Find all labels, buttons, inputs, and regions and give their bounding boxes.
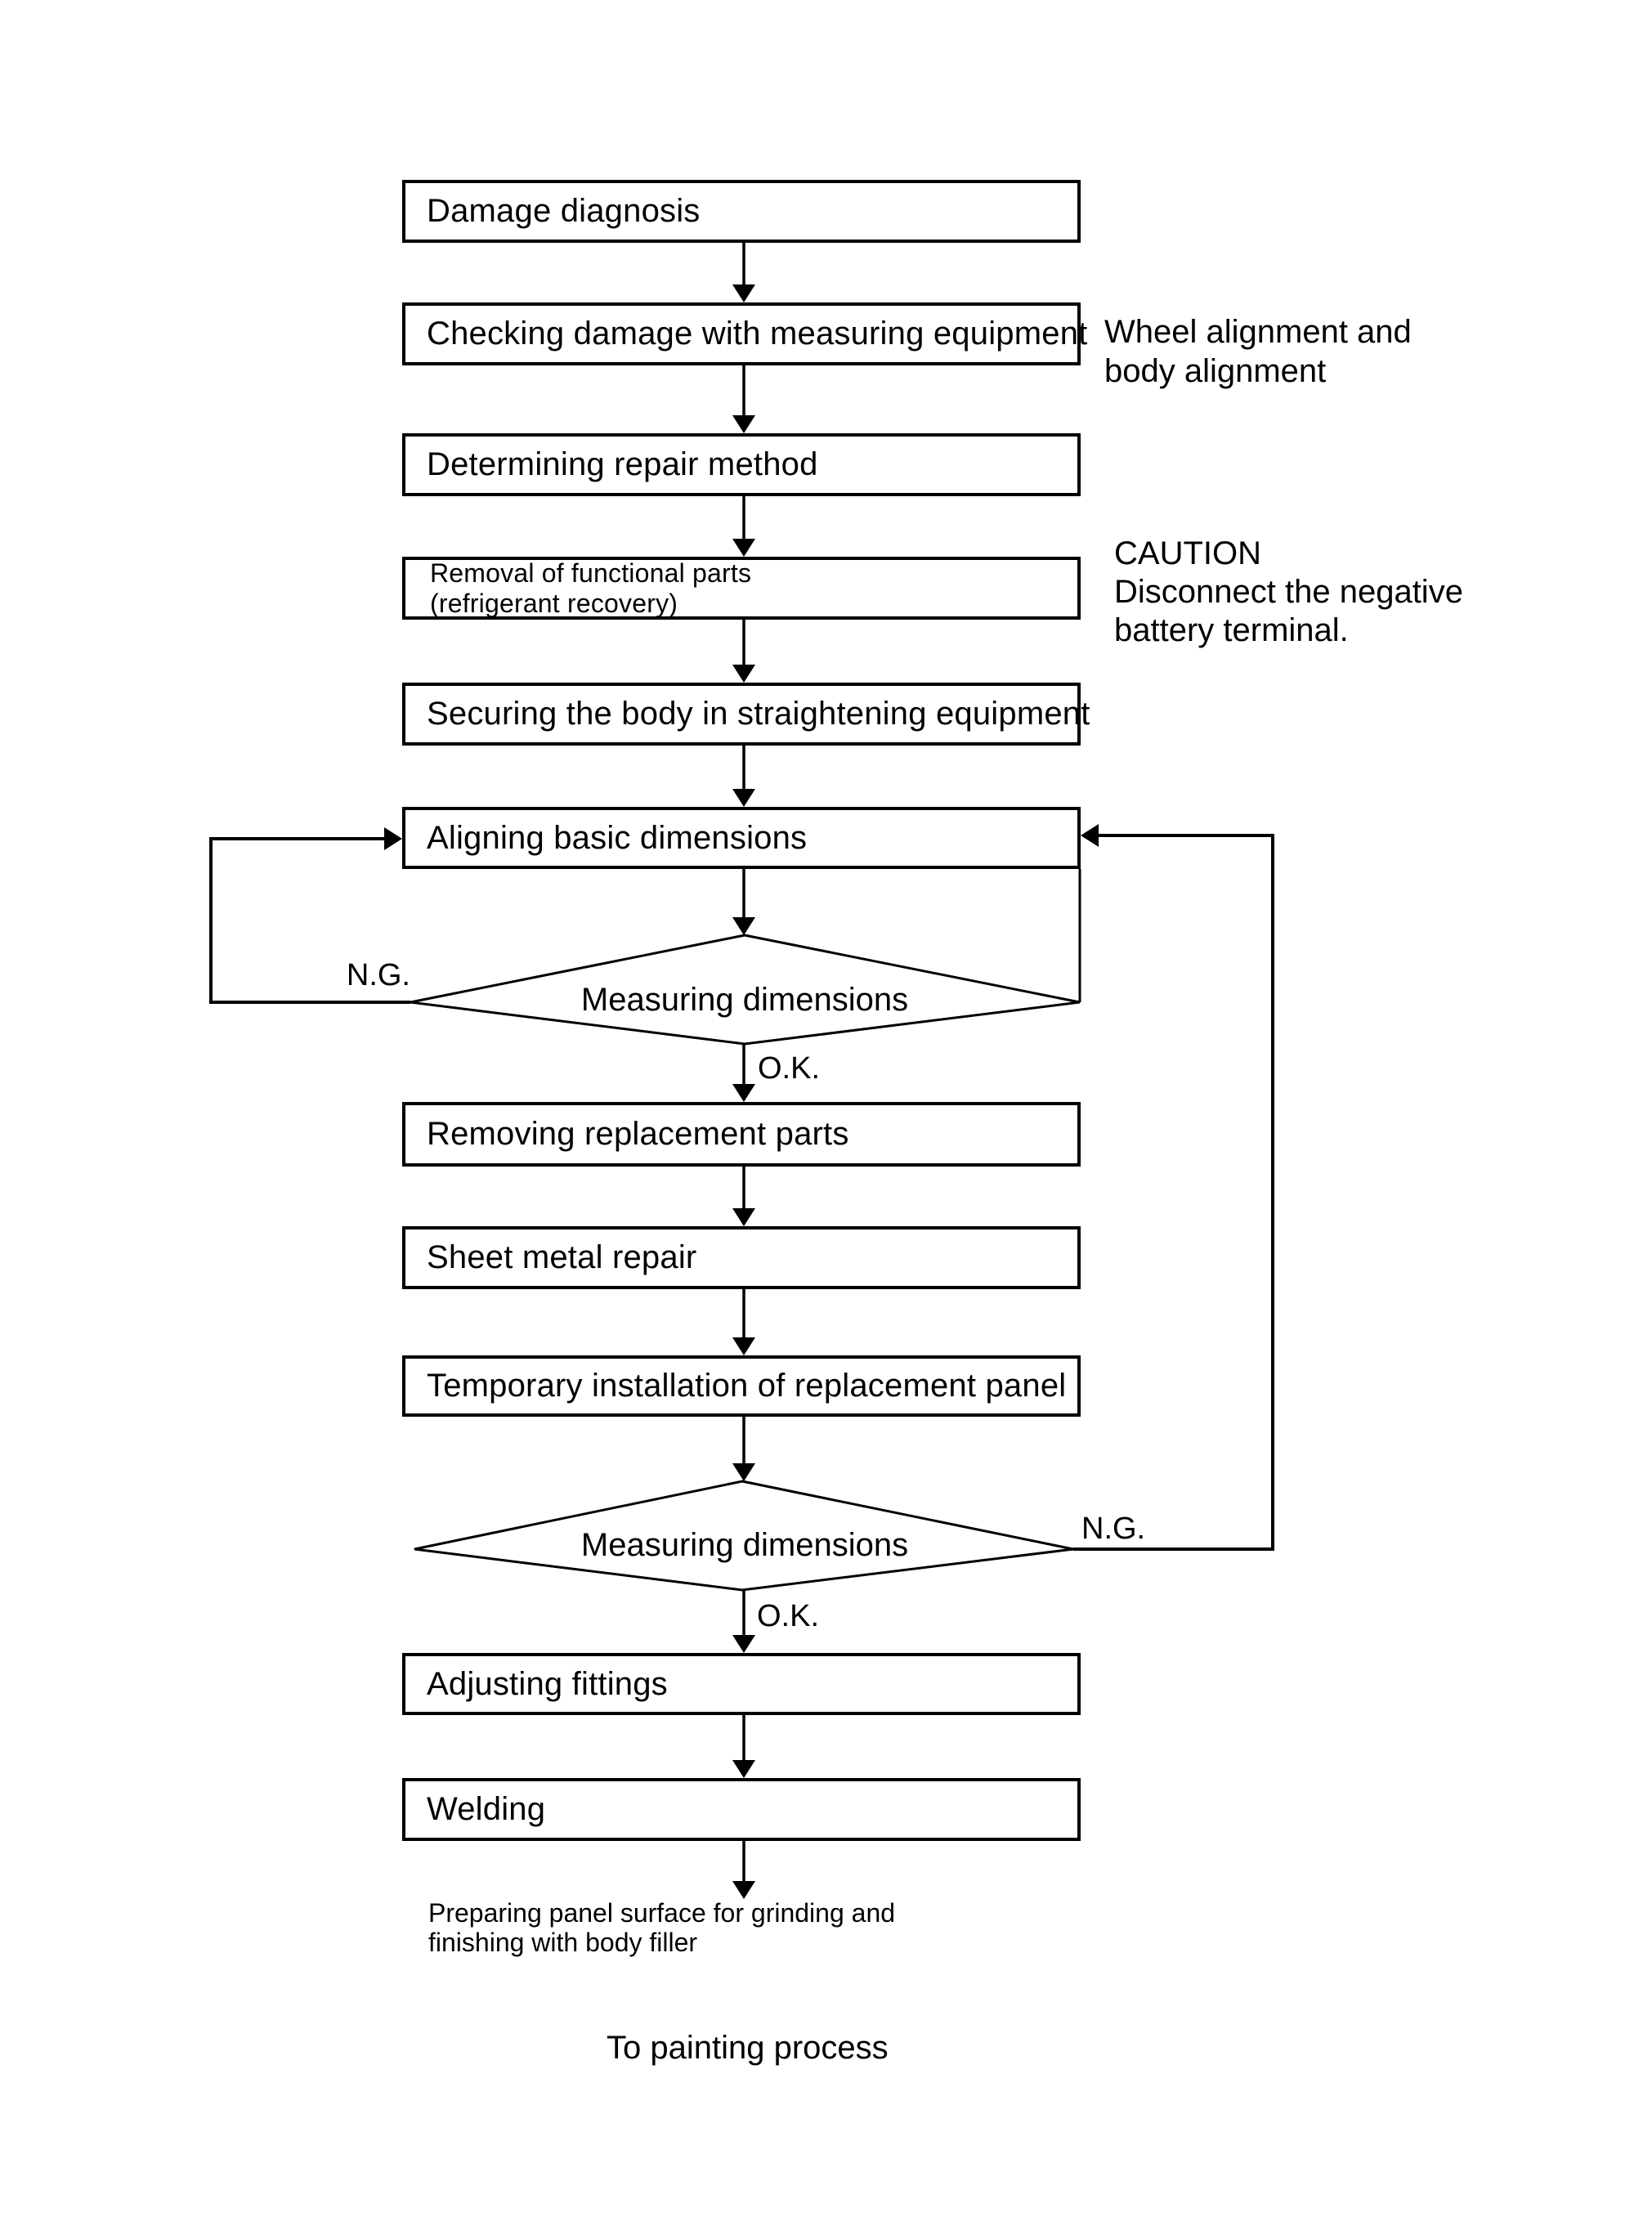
terminal-to-painting-process: To painting process	[607, 2030, 889, 2066]
annotation-wheel-alignment	[1104, 312, 1412, 391]
arrow-welding-to-preparing-head-icon	[732, 1881, 755, 1899]
step-label: Welding	[427, 1791, 546, 1827]
step-removing-replacement-parts	[402, 1102, 1081, 1167]
annotation-line: Disconnect the negative	[1114, 574, 1463, 610]
arrow-adjusting-to-welding-head-icon	[732, 1760, 755, 1778]
branch-label-ng-second: N.G.	[1081, 1512, 1146, 1546]
annotation-line: battery terminal.	[1114, 612, 1349, 648]
arrow-checking-to-determining-head-icon	[732, 415, 755, 433]
step-label: Determining repair method	[427, 446, 818, 482]
step-checking-damage	[402, 302, 1088, 365]
arrow-temporary-to-measuring2-head-icon	[732, 1463, 755, 1481]
annotation-line: Wheel alignment and	[1104, 314, 1412, 350]
arrow-aligning-to-measuring1-head-icon	[732, 917, 755, 935]
ng-loop-right-line	[1073, 835, 1273, 1549]
decision-measuring-dimensions-2-label: Measuring dimensions	[580, 1527, 909, 1563]
step-removal-functional-parts	[402, 557, 1081, 620]
step-label: Sheet metal repair	[427, 1239, 697, 1275]
step-determining-repair-method	[402, 433, 1081, 496]
step-label: Adjusting fittings	[427, 1665, 668, 1702]
step-securing-body	[402, 683, 1090, 746]
step-label: Temporary installation of replacement panel	[427, 1368, 1067, 1404]
arrow-removal-to-securing-head-icon	[732, 665, 755, 683]
arrow-removing-to-sheetmetal-head-icon	[732, 1208, 755, 1226]
step-sheet-metal-repair	[402, 1226, 1081, 1289]
branch-label-ok-second: O.K.	[757, 1599, 820, 1633]
step-label: Checking damage with measuring equipment	[427, 316, 1088, 352]
ng-loop-left-arrowhead-icon	[384, 827, 402, 850]
step-label: Removing replacement parts	[427, 1116, 849, 1152]
step-temporary-installation	[402, 1355, 1081, 1417]
terminal-line2: finishing with body filler	[428, 1928, 698, 1957]
step-label-line1: Removal of functional parts	[430, 558, 752, 588]
arrow-determining-to-removal-head-icon	[732, 539, 755, 557]
annotation-caution	[1114, 535, 1463, 650]
step-label-line2: (refrigerant recovery)	[430, 588, 678, 618]
step-adjusting-fittings	[402, 1653, 1081, 1715]
arrow-damage-to-checking-head-icon	[732, 284, 755, 302]
arrow-measuring1-to-removing-head-icon	[732, 1084, 755, 1102]
ng-loop-right-arrowhead-icon	[1081, 824, 1099, 847]
terminal-line1: Preparing panel surface for grinding and	[428, 1898, 896, 1928]
step-label: Securing the body in straightening equipment	[427, 696, 1090, 732]
terminal-preparing-panel-surface	[428, 1898, 895, 1957]
branch-label-ok-first: O.K.	[758, 1051, 821, 1086]
step-welding	[402, 1778, 1081, 1841]
step-damage-diagnosis	[402, 180, 1081, 243]
arrow-measuring2-to-adjusting-head-icon	[732, 1635, 755, 1653]
annotation-line: CAUTION	[1114, 535, 1261, 571]
annotation-line: body alignment	[1104, 353, 1327, 389]
arrow-sheetmetal-to-temporary-head-icon	[732, 1337, 755, 1355]
step-label: Aligning basic dimensions	[427, 819, 808, 856]
branch-label-ng-first: N.G.	[346, 958, 410, 992]
step-aligning-basic-dimensions	[402, 807, 1081, 869]
step-label: Damage diagnosis	[427, 193, 701, 229]
decision-measuring-dimensions-1-label: Measuring dimensions	[580, 982, 909, 1018]
arrow-securing-to-aligning-head-icon	[732, 789, 755, 807]
